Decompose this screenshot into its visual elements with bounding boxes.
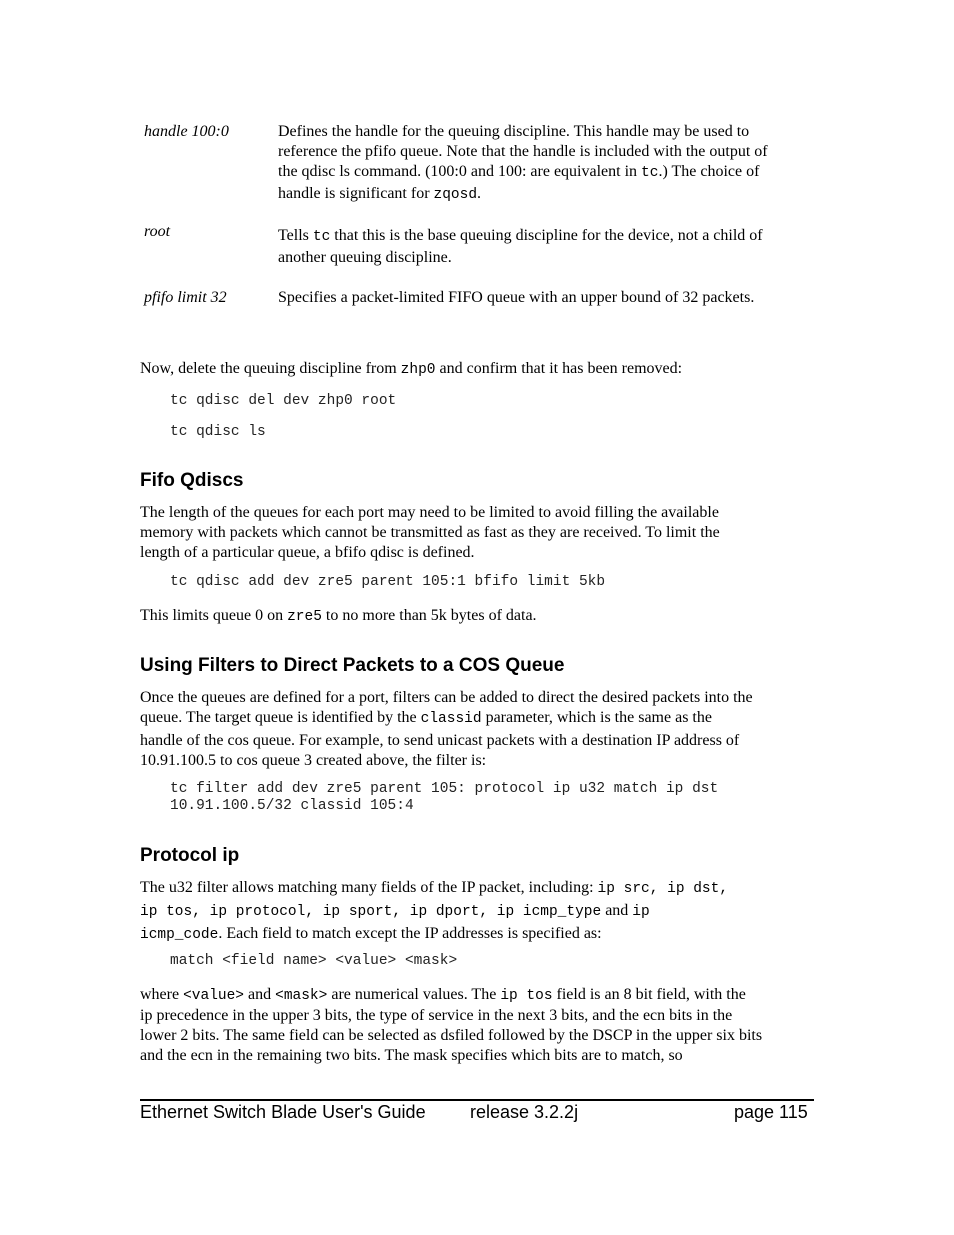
fifo-after-paragraph: This limits queue 0 on zre5 to no more than 5k bytes of data. [140, 607, 537, 625]
heading-fifo: Fifo Qdiscs [140, 470, 244, 491]
code-bfifo: tc qdisc add dev zre5 parent 105:1 bfifo limit 5kb [170, 574, 606, 590]
filters-paragraph: Once the queues are defined for a port, filters can be added to direct the desired packets into the queue. The target queue is identified by the classid parameter, which is the same as the handle of the cos queue. For example, to send unicast packets with a destination IP address of 10.91.100.5 to cos queue 3 created above, the filter is: [140, 689, 753, 769]
footer-title: Ethernet Switch Blade User's Guide [140, 1102, 426, 1122]
footer-page-number: page 115 [734, 1102, 808, 1122]
def-line: Tells tc that this is the base queuing discipline for the device, not a child of [278, 227, 763, 245]
code-ls: tc qdisc ls [170, 424, 266, 440]
term-handle: handle 100:0 [144, 123, 229, 140]
footer-release: release 3.2.2j [470, 1102, 579, 1122]
def-line: handle is significant for zqosd. [278, 185, 482, 203]
delete-paragraph: Now, delete the queuing discipline from zhp0 and confirm that it has been removed: [140, 360, 683, 378]
def-line: reference the pfifo queue. Note that the handle is included with the output of [278, 143, 768, 160]
def-line: Defines the handle for the queuing discipline. This handle may be used to [278, 123, 750, 140]
code-match: match <field name> <value> <mask> [170, 953, 458, 969]
heading-filters: Using Filters to Direct Packets to a COS Queue [140, 655, 565, 676]
protocol-paragraph: The u32 filter allows matching many fields of the IP packet, including: ip src, ip dst, ip tos, ip protocol, ip sport, ip dport, ip icmp_type and ip icmp_code. Each field to match except the IP addresses is specified as: [140, 879, 729, 943]
heading-protocol: Protocol ip [140, 845, 240, 866]
definition-root [278, 226, 818, 268]
protocol-details-paragraph: where <value> and <mask> are numerical values. The ip tos field is an 8 bit field, with the ip precedence in the upper 3 bits, the type of service in the next 3 bits, and the ecn bits in the lower 2 bits. The same field can be selected as dsfiled followed by the DSCP in the upper six bits and the ecn in the remaining two bits. The mask specifies which bits are to match, so [140, 986, 763, 1064]
definition-pfifo: Specifies a packet-limited FIFO queue with an upper bound of 32 packets. [278, 289, 755, 306]
def-line: the qdisc ls command. (100:0 and 100: are equivalent in tc.) The choice of [278, 163, 760, 181]
code-delete: tc qdisc del dev zhp0 root [170, 393, 397, 409]
code-filter: tc filter add dev zre5 parent 105: protocol ip u32 match ip dst 10.91.100.5/32 classid 105:4 [170, 781, 719, 814]
def-line: another queuing discipline. [278, 249, 452, 266]
fifo-paragraph: The length of the queues for each port may need to be limited to avoid filling the available memory with packets which cannot be transmitted as fast as they are received. To limit the length of a particular queue, a bfifo qdisc is defined. [140, 504, 720, 561]
footer-rule [140, 1099, 814, 1101]
definition-handle [278, 122, 818, 205]
term-pfifo: pfifo limit 32 [144, 289, 227, 306]
term-root: root [144, 223, 171, 240]
